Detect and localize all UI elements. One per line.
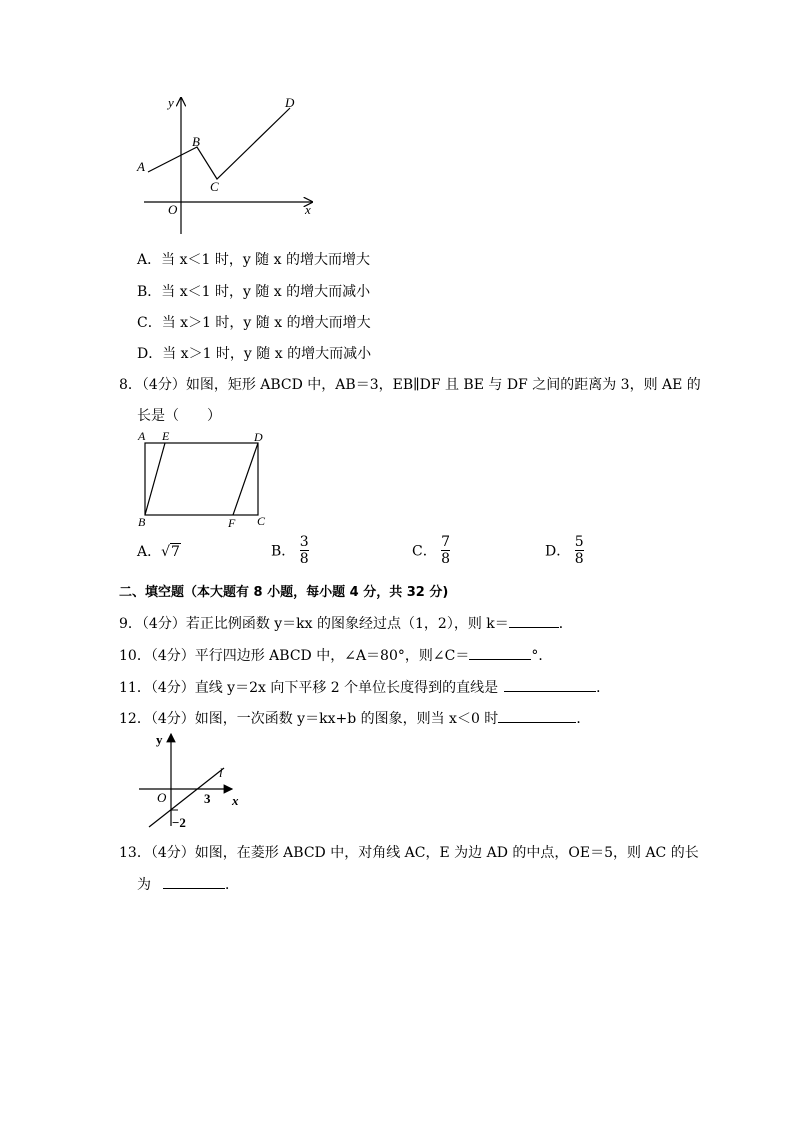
q8-option-b: B． $\frac{3}{8}$ bbox=[271, 534, 309, 567]
q10: 10．（4分）平行四边形 ABCD 中，∠A＝80°，则∠C＝ °． bbox=[119, 648, 553, 664]
q12-answer-blank[interactable] bbox=[498, 710, 576, 723]
y-axis-label: y bbox=[156, 732, 163, 747]
q7-graph bbox=[130, 92, 330, 240]
x-intercept-label: 3 bbox=[204, 791, 211, 806]
q8-option-c: C． $\frac{7}{8}$ bbox=[412, 534, 451, 567]
piecewise-graph bbox=[148, 108, 290, 179]
label-f: F bbox=[228, 516, 236, 530]
fraction-3-8: $\frac{3}{8}$ bbox=[299, 534, 309, 567]
label-a: A bbox=[138, 429, 146, 443]
q13-answer-blank[interactable] bbox=[163, 876, 225, 889]
label-d: D bbox=[254, 430, 263, 444]
q7-option-b: B．当 x＜1 时，y 随 x 的增大而减小 bbox=[137, 284, 371, 300]
y-intercept-label: −2 bbox=[172, 815, 186, 830]
x-axis-label: x bbox=[305, 202, 311, 217]
label-c: C bbox=[257, 514, 266, 528]
section-heading: 二、填空题（本大题有 8 小题，每小题 4 分，共 32 分) bbox=[119, 585, 449, 600]
q7-option-d: D．当 x＞1 时，y 随 x 的增大而减小 bbox=[137, 346, 372, 362]
origin-label: O bbox=[157, 790, 167, 805]
fraction-7-8: $\frac{7}{8}$ bbox=[441, 534, 451, 567]
q8-stem-line1: 8．（4分）如图，矩形 ABCD 中，AB＝3，EB∥DF 且 BE 与 DF 之间的距离为 3，则 AE 的 bbox=[119, 377, 701, 393]
point-b-label: B bbox=[192, 134, 200, 149]
q8-option-d: D． $\frac{5}{8}$ bbox=[545, 534, 584, 567]
q13-line1: 13．（4分）如图，在菱形 ABCD 中，对角线 AC，E 为边 AD 的中点，OE＝5，则 AC 的长 bbox=[119, 845, 699, 861]
label-b: B bbox=[138, 515, 146, 529]
x-axis-label: x bbox=[232, 793, 239, 808]
q9: 9．（4分）若正比例函数 y＝kx 的图象经过点（1，2），则 k＝ ． bbox=[119, 616, 573, 632]
q8-option-a: A．√7 bbox=[137, 544, 180, 560]
origin-label: O bbox=[168, 202, 178, 217]
point-a-label: A bbox=[137, 159, 145, 174]
q9-answer-blank[interactable] bbox=[509, 615, 559, 628]
q7-option-c: C．当 x＞1 时，y 随 x 的增大而增大 bbox=[137, 315, 371, 331]
q12: 12．（4分）如图，一次函数 y＝kx+b 的图象，则当 x＜0 时 ． bbox=[119, 711, 591, 727]
q13-line2: 为 ． bbox=[137, 877, 239, 893]
q8-rectangle-figure bbox=[133, 428, 273, 532]
label-e: E bbox=[162, 429, 170, 443]
line-label: l bbox=[219, 765, 223, 780]
q8-stem-line2: 长是（ ） bbox=[137, 408, 221, 424]
point-c-label: C bbox=[210, 179, 219, 194]
q7-option-a: A．当 x＜1 时，y 随 x 的增大而增大 bbox=[137, 252, 370, 268]
segment-be bbox=[145, 443, 165, 515]
y-axis-label: y bbox=[168, 95, 174, 110]
q10-answer-blank[interactable] bbox=[469, 647, 531, 660]
q11: 11．（4分）直线 y＝2x 向下平移 2 个单位长度得到的直线是 ． bbox=[119, 680, 611, 696]
q12-graph bbox=[134, 730, 254, 832]
q11-answer-blank[interactable] bbox=[504, 679, 596, 692]
fraction-5-8: $\frac{5}{8}$ bbox=[574, 534, 584, 567]
segment-df bbox=[233, 443, 258, 515]
point-d-label: D bbox=[285, 95, 295, 110]
